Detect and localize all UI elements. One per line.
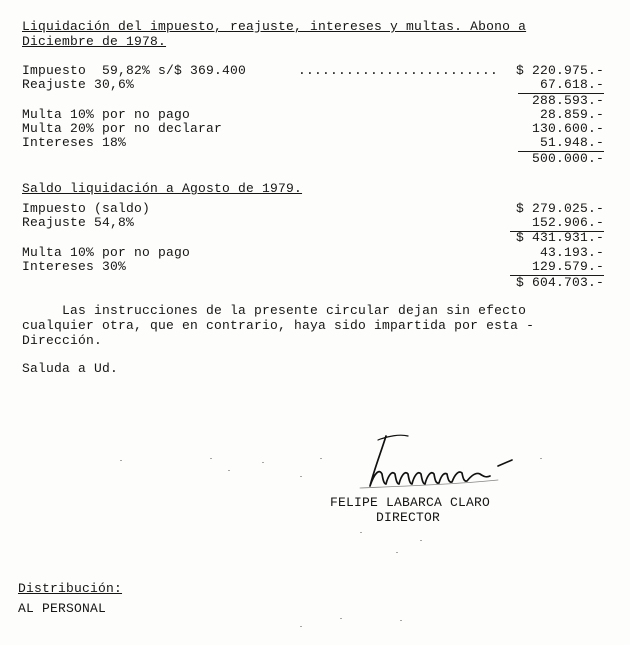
s2-row-intereses-label: Intereses 30% xyxy=(22,259,127,274)
section1-title-line1: Liquidación del impuesto, reajuste, intereses y multas. Abono a xyxy=(22,19,527,34)
s1-row-impuesto-dots: ......................... xyxy=(298,63,499,78)
s2-subtotal-amount: $ 431.931.- xyxy=(515,230,604,245)
paragraph-line1: Las instrucciones de la presente circular dejan sin efecto xyxy=(22,303,527,318)
s1-row-multa20-label: Multa 20% por no declarar xyxy=(22,121,223,136)
s1-row-multa20-amount: 130.600.- xyxy=(531,121,604,136)
s2-row-multa10-label: Multa 10% por no pago xyxy=(22,245,191,260)
s1-row-reajuste-label: Reajuste 30,6% xyxy=(22,77,135,92)
s1-row-reajuste-amount: 67.618.- xyxy=(539,77,604,92)
s2-row-reajuste-amount: 152.906.- xyxy=(531,215,604,230)
s1-row-impuesto-label: Impuesto 59,82% s/$ 369.400 xyxy=(22,63,247,78)
scan-speck xyxy=(540,458,542,459)
scan-speck xyxy=(400,620,402,621)
section1-title-line2: Diciembre de 1978. xyxy=(22,34,167,49)
s1-row-multa10-amount: 28.859.- xyxy=(539,107,604,122)
s1-subtotal-amount: 288.593.- xyxy=(531,93,604,108)
signatory-name: FELIPE LABARCA CLARO xyxy=(330,495,491,510)
s2-row-reajuste-label: Reajuste 54,8% xyxy=(22,215,135,230)
s1-row-multa10-label: Multa 10% por no pago xyxy=(22,107,191,122)
scan-speck xyxy=(210,458,212,459)
closing-text: Saluda a Ud. xyxy=(22,361,119,376)
scan-speck xyxy=(120,460,122,461)
s2-row-impuesto-amount: $ 279.025.- xyxy=(515,201,604,216)
signatory-title: DIRECTOR xyxy=(376,510,441,525)
scan-speck xyxy=(320,458,322,459)
s2-row-intereses-amount: 129.579.- xyxy=(531,259,604,274)
handwritten-signature xyxy=(348,430,523,492)
s1-row-intereses-label: Intereses 18% xyxy=(22,135,127,150)
scan-speck xyxy=(360,532,362,533)
s2-row-impuesto-label: Impuesto (saldo) xyxy=(22,201,151,216)
s1-row-intereses-amount: 51.948.- xyxy=(539,135,604,150)
distribution-value: AL PERSONAL xyxy=(18,601,107,616)
s1-row-impuesto-amount: $ 220.975.- xyxy=(515,63,604,78)
scan-speck xyxy=(300,626,302,627)
paragraph-line2: cualquier otra, que en contrario, haya sido impartida por esta - xyxy=(22,318,535,333)
scan-speck xyxy=(420,540,422,541)
s2-row-multa10-amount: 43.193.- xyxy=(539,245,604,260)
scan-speck xyxy=(262,462,264,463)
s1-total-amount: 500.000.- xyxy=(531,151,604,166)
scan-speck xyxy=(228,470,230,471)
scan-speck xyxy=(300,476,302,477)
scan-speck xyxy=(396,552,398,553)
paragraph-line3: Dirección. xyxy=(22,333,103,348)
section2-title: Saldo liquidación a Agosto de 1979. xyxy=(22,181,303,196)
s2-total-amount: $ 604.703.- xyxy=(515,275,604,290)
distribution-label: Distribución: xyxy=(18,581,123,596)
scan-speck xyxy=(340,618,342,619)
